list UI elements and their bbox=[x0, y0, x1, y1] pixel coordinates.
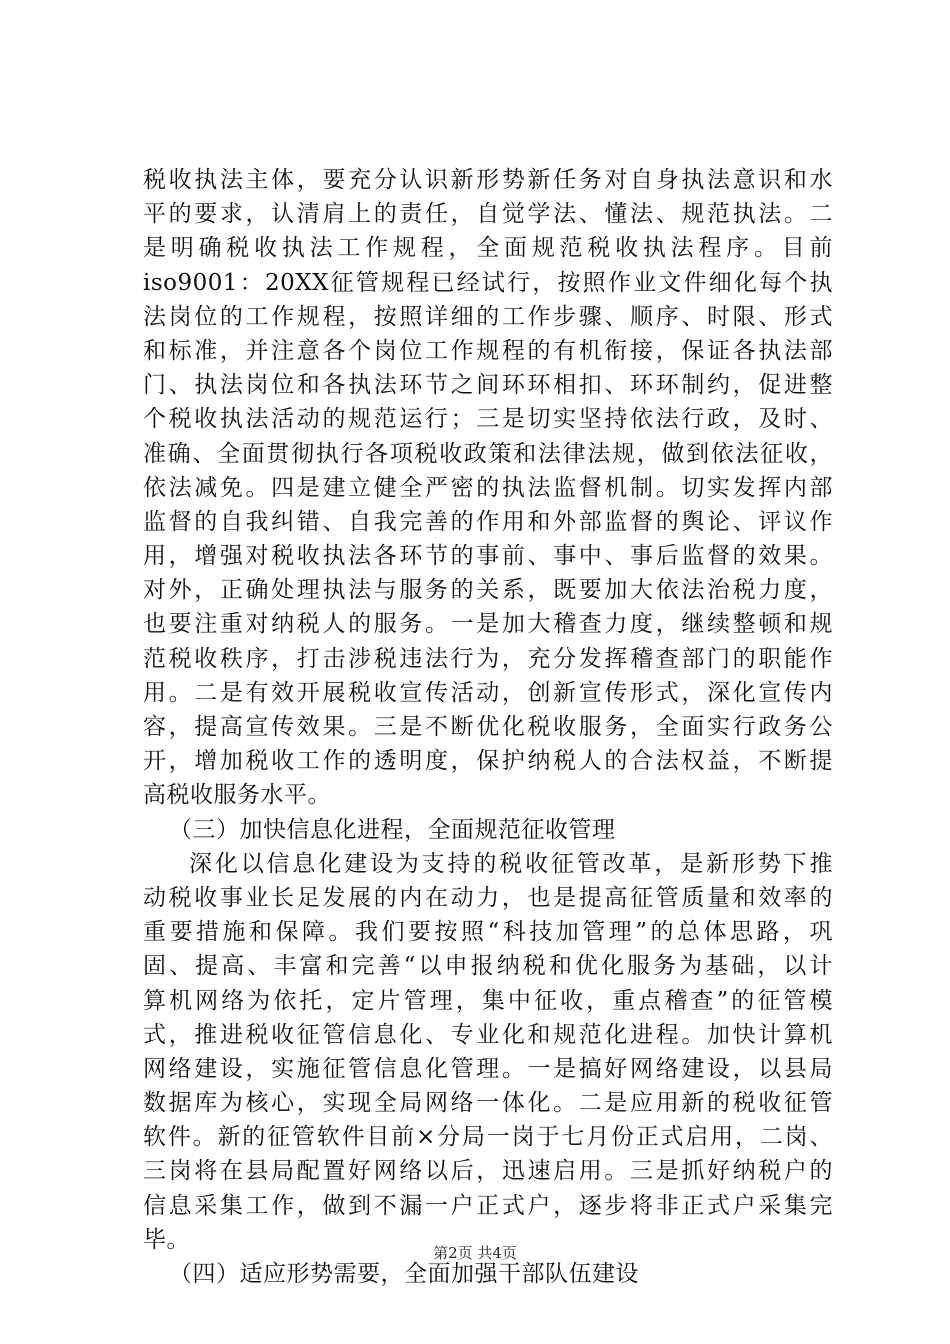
text-line: 税收执法主体，要充分认识新形势新任务对自身执法意识和水 bbox=[143, 167, 833, 193]
text-line: 也要注重对纳税人的服务。一是加大稽查力度，继续整顿和规 bbox=[143, 611, 833, 638]
text-line: 算机网络为依托，定片管理，集中征收，重点稽查”的征管模 bbox=[143, 987, 833, 1014]
section-heading: （四）适应形势需要，全面加强干部队伍建设 bbox=[169, 1261, 639, 1287]
text-line: 监督的自我纠错、自我完善的作用和外部监督的舆论、评议作 bbox=[143, 508, 833, 535]
text-line: 平的要求，认清肩上的责任，自觉学法、懂法、规范执法。二 bbox=[143, 201, 833, 228]
text-line: iso9001：20XX征管规程已经试行，按照作业文件细化每个执 bbox=[143, 269, 833, 296]
text-line: 信息采集工作，做到不漏一户正式户，逐步将非正式户采集完 bbox=[143, 1192, 833, 1219]
text-line: 门、执法岗位和各执法环节之间环环相扣、环环制约，促进整 bbox=[143, 372, 833, 399]
text-line: 开，增加税收工作的透明度，保护纳税人的合法权益，不断提 bbox=[143, 748, 833, 775]
text-line: 和标准，并注意各个岗位工作规程的有机衔接，保证各执法部 bbox=[143, 337, 833, 364]
text-line: 动税收事业长足发展的内在动力，也是提高征管质量和效率的 bbox=[143, 884, 833, 911]
text-line: 毕。 bbox=[143, 1226, 190, 1253]
text-line: 范税收秩序，打击涉税违法行为，充分发挥稽查部门的职能作 bbox=[143, 645, 833, 672]
document-body bbox=[143, 166, 833, 1294]
text-line: 对外，正确处理执法与服务的关系，既要加大依法治税力度， bbox=[143, 577, 833, 604]
text-line: 法岗位的工作规程，按照详细的工作步骤、顺序、时限、形式 bbox=[143, 303, 833, 330]
text-line: 深化以信息化建设为支持的税收征管改革，是新形势下推 bbox=[189, 850, 833, 877]
section-heading: （三）加快信息化进程，全面规范征收管理 bbox=[169, 816, 616, 843]
text-line: 是明确税收执法工作规程，全面规范税收执法程序。目前 bbox=[143, 235, 833, 262]
text-line: 个税收执法活动的规范运行；三是切实坚持依法行政，及时、 bbox=[143, 406, 833, 433]
text-line: 容，提高宣传效果。三是不断优化税收服务，全面实行政务公 bbox=[143, 714, 833, 740]
text-line: 用，增强对税收执法各环节的事前、事中、事后监督的效果。 bbox=[143, 543, 833, 570]
text-line: 软件。新的征管软件目前×分局一岗于七月份正式启用，二岗、 bbox=[143, 1124, 833, 1151]
text-line: 式，推进税收征管信息化、专业化和规范化进程。加快计算机 bbox=[143, 1021, 833, 1048]
text-line: 固、提高、丰富和完善“以申报纳税和优化服务为基础，以计 bbox=[143, 953, 833, 980]
text-line: 准确、全面贯彻执行各项税收政策和法律法规，做到依法征收， bbox=[143, 440, 833, 467]
text-line: 三岗将在县局配置好网络以后，迅速启用。三是抓好纳税户的 bbox=[143, 1158, 833, 1185]
text-line: 高税收服务水平。 bbox=[143, 782, 331, 809]
text-line: 用。二是有效开展税收宣传活动，创新宣传形式，深化宣传内 bbox=[143, 679, 833, 706]
text-line: 重要措施和保障。我们要按照“科技加管理”的总体思路，巩 bbox=[143, 919, 833, 946]
text-line: 依法减免。四是建立健全严密的执法监督机制。切实发挥内部 bbox=[143, 474, 833, 501]
text-line: 网络建设，实施征管信息化管理。一是搞好网络建设，以县局 bbox=[143, 1055, 833, 1082]
page-footer: 第2页 共4页 bbox=[433, 1244, 517, 1262]
text-line: 数据库为核心，实现全局网络一体化。二是应用新的税收征管 bbox=[143, 1090, 833, 1117]
